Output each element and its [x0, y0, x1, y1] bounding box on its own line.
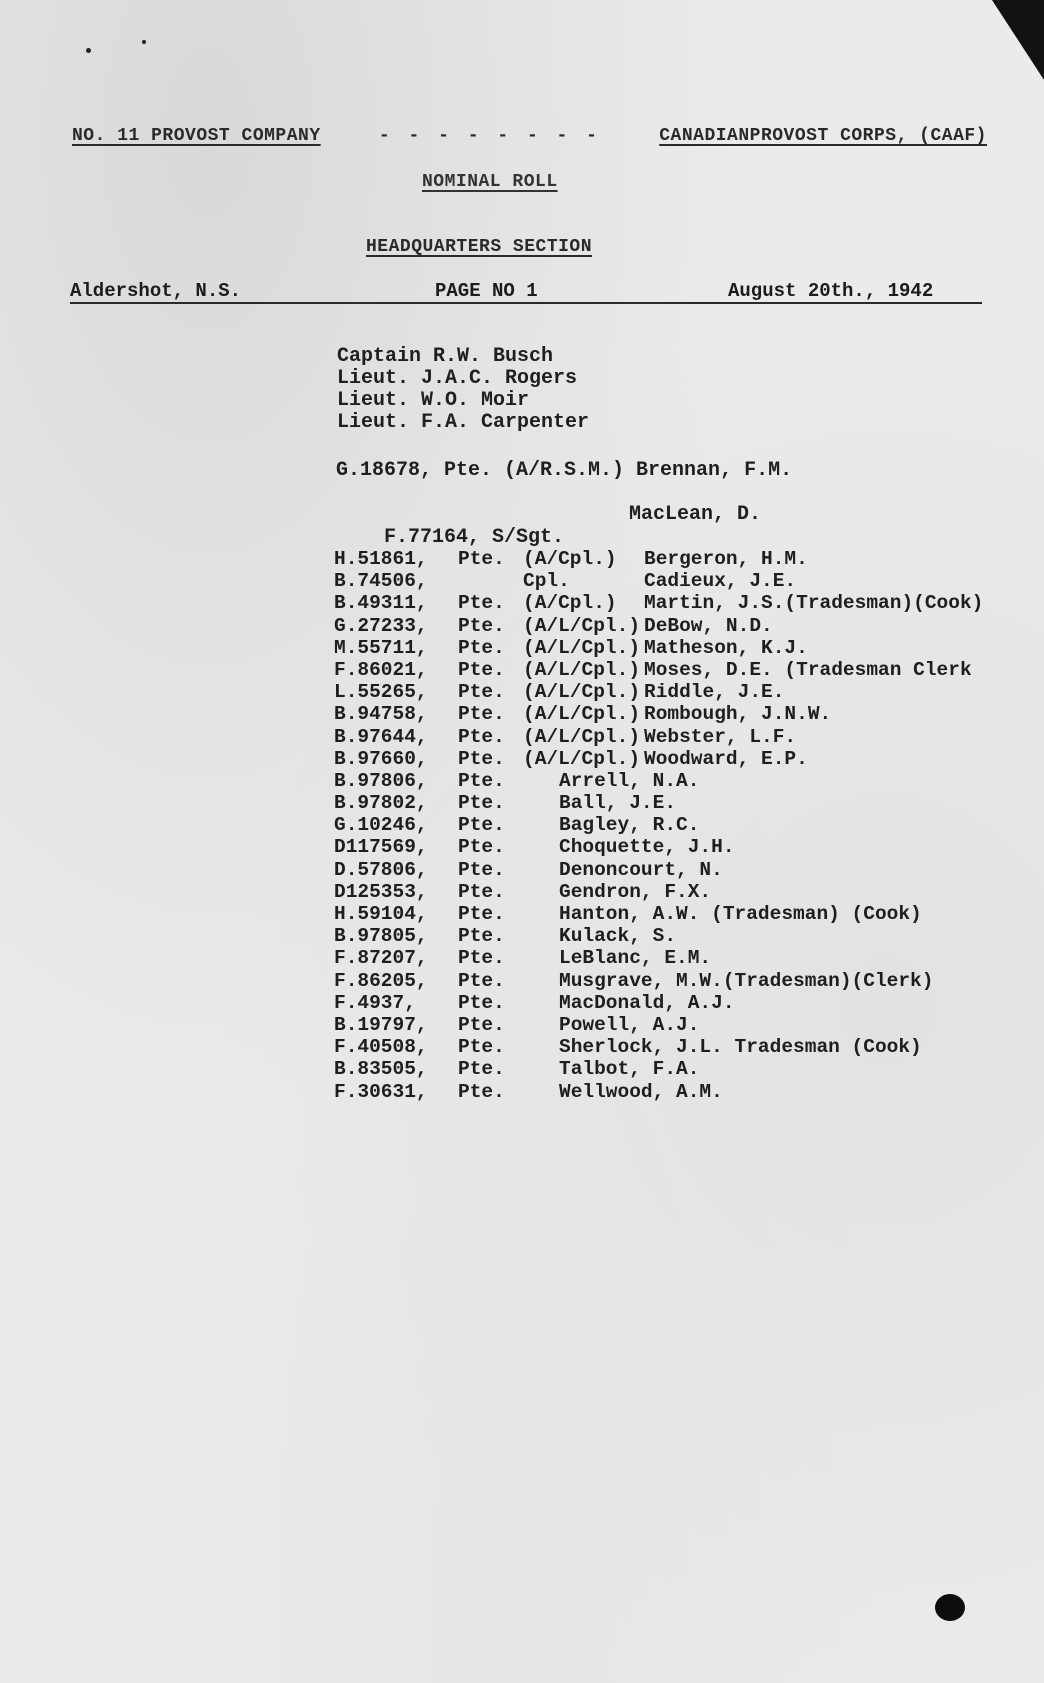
- roll-row: [334, 748, 1034, 770]
- rank: Pte.: [458, 1058, 505, 1081]
- rank: Pte.: [458, 903, 505, 925]
- service-number: D117569,: [334, 836, 428, 859]
- roll-row: [334, 1058, 1034, 1080]
- service-number: B.49311,: [334, 592, 428, 615]
- nominal-roll-list: [334, 548, 1034, 1103]
- roll-row: [334, 1036, 1034, 1058]
- soldier-name: Rombough, J.N.W.: [644, 703, 832, 726]
- service-number: B.97805,: [334, 925, 428, 948]
- ssgt-name: MacLean, D.: [629, 503, 762, 526]
- roll-row: [334, 1014, 1034, 1036]
- roll-row: [334, 659, 1034, 681]
- rsm-entry: G.18678, Pte. (A/R.S.M.) Brennan, F.M.: [336, 459, 793, 482]
- soldier-name: Matheson, K.J.: [644, 636, 808, 659]
- ink-speck: [86, 48, 91, 53]
- appointment: (A/L/Cpl.): [523, 725, 641, 748]
- rank: Pte.: [458, 991, 505, 1014]
- appointment: (A/L/Cpl.): [523, 658, 641, 681]
- roll-row: [334, 615, 1034, 637]
- service-number: F.86021,: [334, 658, 428, 681]
- soldier-name: Cadieux, J.E.: [644, 570, 797, 593]
- soldier-name: Bagley, R.C.: [559, 814, 700, 837]
- service-number: H.51861,: [334, 548, 428, 570]
- rank: Pte.: [458, 925, 505, 948]
- roll-row: [334, 859, 1034, 881]
- soldier-name: Wellwood, A.M.: [559, 1080, 723, 1103]
- rank: Pte.: [458, 1013, 505, 1036]
- officer-entry: Lieut. W.O. Moir: [337, 389, 530, 412]
- roll-row: [334, 814, 1034, 836]
- rank: Pte.: [458, 969, 505, 992]
- roll-row: [334, 726, 1034, 748]
- rank: Pte.: [458, 769, 505, 792]
- rank: Pte.: [458, 814, 505, 837]
- service-number: B.97806,: [334, 769, 428, 792]
- rank: Pte.: [458, 836, 505, 859]
- service-number: H.59104,: [334, 903, 428, 925]
- roll-row: [334, 792, 1034, 814]
- corps-name: CANADIANPROVOST CORPS, (CAAF): [659, 126, 987, 146]
- service-number: B.97644,: [334, 725, 428, 748]
- service-number: F.4937,: [334, 991, 416, 1014]
- soldier-name: Denoncourt, N.: [559, 858, 723, 881]
- roll-row: [334, 881, 1034, 903]
- roll-row: [334, 992, 1034, 1014]
- header-dashes: - - - - - - - -: [378, 126, 601, 146]
- service-number: D.57806,: [334, 858, 428, 881]
- rank: Pte.: [458, 792, 505, 815]
- soldier-name: Choquette, J.H.: [559, 836, 735, 859]
- soldier-name: Ball, J.E.: [559, 792, 677, 815]
- unit-name: NO. 11 PROVOST COMPANY: [72, 126, 321, 146]
- rank: Pte.: [458, 880, 505, 903]
- service-number: B.97802,: [334, 792, 428, 815]
- soldier-name: Musgrave, M.W.(Tradesman)(Clerk): [559, 969, 934, 992]
- service-number: B.94758,: [334, 703, 428, 726]
- officer-entry: Captain R.W. Busch: [337, 345, 554, 368]
- rank: Pte.: [458, 548, 505, 570]
- ink-speck: [142, 40, 146, 44]
- service-number: F.87207,: [334, 947, 428, 970]
- service-number: L.55265,: [334, 681, 428, 704]
- soldier-name: Kulack, S.: [559, 925, 677, 948]
- unit-header: [72, 126, 987, 146]
- service-number: B.97660,: [334, 747, 428, 770]
- appointment: Cpl.: [523, 570, 570, 593]
- appointment: (A/L/Cpl.): [523, 747, 641, 770]
- soldier-name: LeBlanc, E.M.: [559, 947, 712, 970]
- service-number: B.74506,: [334, 570, 428, 593]
- roll-row: [334, 570, 1034, 592]
- soldier-name: Hanton, A.W. (Tradesman) (Cook): [559, 903, 922, 925]
- roll-row: [334, 703, 1034, 725]
- soldier-name: Bergeron, H.M.: [644, 548, 808, 570]
- service-number: B.19797,: [334, 1013, 428, 1036]
- appointment: (A/Cpl.): [523, 548, 617, 570]
- soldier-name: Powell, A.J.: [559, 1013, 700, 1036]
- roll-row: [334, 681, 1034, 703]
- service-number: M.55711,: [334, 636, 428, 659]
- soldier-name: Talbot, F.A.: [559, 1058, 700, 1081]
- service-number: F.86205,: [334, 969, 428, 992]
- soldier-name: Sherlock, J.L. Tradesman (Cook): [559, 1036, 922, 1059]
- roll-row: [334, 903, 1034, 925]
- service-number: B.83505,: [334, 1058, 428, 1081]
- officers-list: [337, 346, 589, 434]
- header-rule: [70, 302, 982, 304]
- section-title: HEADQUARTERS SECTION: [366, 237, 593, 257]
- soldier-name: Arrell, N.A.: [559, 769, 700, 792]
- folded-corner: [992, 0, 1044, 80]
- rank: Pte.: [458, 858, 505, 881]
- roll-row: [334, 970, 1034, 992]
- roll-row: [334, 770, 1034, 792]
- rank: Pte.: [458, 725, 505, 748]
- soldier-name: Woodward, E.P.: [644, 747, 808, 770]
- roll-row: [334, 925, 1034, 947]
- service-number: D125353,: [334, 880, 428, 903]
- soldier-name: Martin, J.S.(Tradesman)(Cook): [644, 592, 984, 615]
- ssgt-number-rank: F.77164, S/Sgt.: [384, 526, 565, 549]
- soldier-name: Webster, L.F.: [644, 725, 797, 748]
- soldier-name: Riddle, J.E.: [644, 681, 785, 704]
- rank: Pte.: [458, 658, 505, 681]
- rank: Pte.: [458, 1036, 505, 1059]
- appointment: (A/L/Cpl.): [523, 614, 641, 637]
- appointment: (A/L/Cpl.): [523, 703, 641, 726]
- rank: Pte.: [458, 614, 505, 637]
- roll-row: [334, 947, 1034, 969]
- soldier-name: DeBow, N.D.: [644, 614, 773, 637]
- soldier-name: Gendron, F.X.: [559, 880, 712, 903]
- location-date-line: [70, 280, 982, 304]
- appointment: (A/L/Cpl.): [523, 681, 641, 704]
- roll-row: [334, 637, 1034, 659]
- location: Aldershot, N.S.: [70, 280, 242, 302]
- service-number: G.10246,: [334, 814, 428, 837]
- rank: Pte.: [458, 947, 505, 970]
- officer-entry: Lieut. J.A.C. Rogers: [337, 367, 578, 390]
- appointment: (A/L/Cpl.): [523, 636, 641, 659]
- roll-row: [334, 592, 1034, 614]
- service-number: F.30631,: [334, 1080, 428, 1103]
- page-number: PAGE NO 1: [435, 280, 538, 302]
- document-title: NOMINAL ROLL: [422, 172, 558, 192]
- soldier-name: MacDonald, A.J.: [559, 991, 735, 1014]
- service-number: F.40508,: [334, 1036, 428, 1059]
- appointment: (A/Cpl.): [523, 592, 617, 615]
- rank: Pte.: [458, 681, 505, 704]
- rank: Pte.: [458, 747, 505, 770]
- rank: Pte.: [458, 703, 505, 726]
- rank: Pte.: [458, 1080, 505, 1103]
- rank: Pte.: [458, 592, 505, 615]
- roll-row: [334, 1081, 1034, 1103]
- officer-entry: Lieut. F.A. Carpenter: [337, 411, 590, 434]
- service-number: G.27233,: [334, 614, 428, 637]
- roll-row: [334, 836, 1034, 858]
- soldier-name: Moses, D.E. (Tradesman Clerk: [644, 658, 972, 681]
- roll-row: [334, 548, 1034, 570]
- document-date: August 20th., 1942: [728, 280, 934, 302]
- rank: Pte.: [458, 636, 505, 659]
- ink-blot: [935, 1594, 965, 1621]
